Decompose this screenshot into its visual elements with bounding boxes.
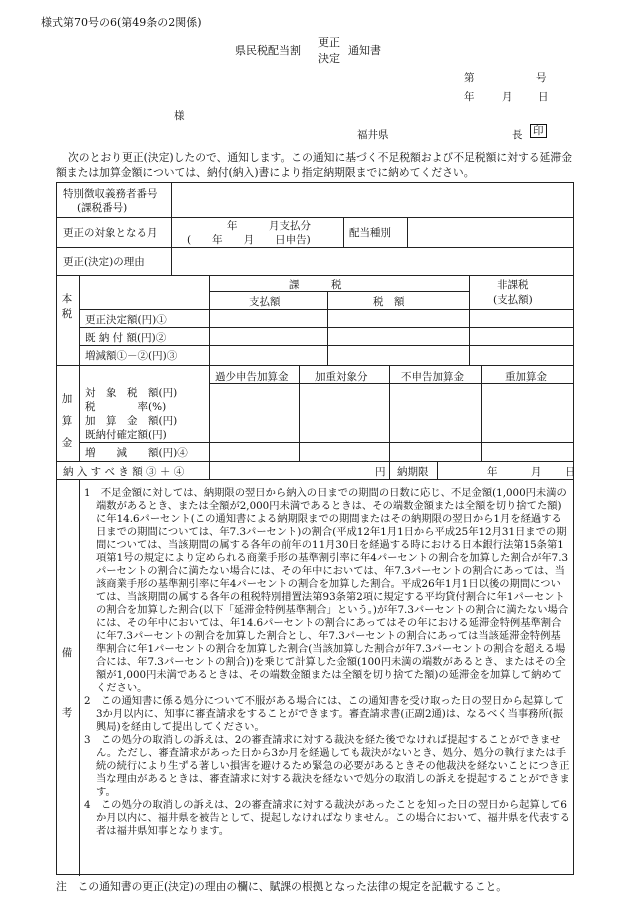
issuer: 福井県 xyxy=(357,129,389,141)
target-month-line2: ( 年 月 日申告) xyxy=(187,234,311,246)
heavy-header: 加重対象分 xyxy=(315,371,368,383)
withholding-id-value[interactable] xyxy=(172,183,574,217)
allocation-type-label: 配当種別 xyxy=(349,227,391,239)
title-right: 通知書 xyxy=(348,44,381,57)
withholding-id-label-2: (課税番号) xyxy=(77,202,128,214)
title-mid-top: 更正 xyxy=(318,36,340,49)
remark-3: 3 この処分の取消しの訴えは、2の審査請求に対する裁決を経た後でなければ提起することができません。ただし、審査請求があった日から3か月を経過しても裁決がないとき、処分、処分の執行または手続の続行により生ずる著しい損害を避けるため緊急の必要があるときその他裁決を経ないことにつき正当な理由があるときは、審査請求に対する裁決を経ないで処分の取消しの訴えを提起することができます。 xyxy=(84,734,570,798)
number-prefix: 第 xyxy=(464,72,475,84)
revised-amount-label: 更正決定額(円)① xyxy=(85,314,167,326)
intro-text: 次のとおり更正(決定)したので、通知します。この通知に基づく不足税額および不足税額に対する延滞金額または加算金額については、納付(納入)書により指定納期限までに納めてください。 xyxy=(56,151,572,179)
nonfiling-header: 不申告加算金 xyxy=(401,371,464,383)
deadline-day: 日 xyxy=(565,466,576,478)
deadline-month: 月 xyxy=(531,466,542,478)
non-taxable-label-2: (支払額) xyxy=(493,294,533,306)
seal xyxy=(530,124,547,138)
addressee-suffix: 様 xyxy=(174,110,185,122)
date-year: 年 xyxy=(464,91,475,103)
deadline-label: 納期限 xyxy=(397,466,429,478)
remark-2: 2 この通知書に係る処分について不服がある場合には、この通知書を受け取った日の翌日から起算して3か月以内に、知事に審査請求をすることができます。審査請求書(正副2通)は、なるべく当事務所(振興局)を経由して提出してください。 xyxy=(84,695,564,733)
total-label: 納 入 す べ き 額 ③ ＋ ④ xyxy=(63,466,185,478)
principal-tax-label: 本 税 xyxy=(61,293,83,320)
total-yen: 円 xyxy=(375,466,386,478)
target-tax-label: 対 象 税 額(円) xyxy=(85,387,178,399)
withholding-id-label-1: 特別徴収義務者番号 xyxy=(63,188,158,200)
footnote: 注 この通知書の更正(決定)の理由の欄に、賦課の根拠となった法律の規定を記載すること。 xyxy=(56,880,508,893)
heavy-additional-header: 重加算金 xyxy=(505,371,547,383)
paid-amount-label: 既 納 付 額(円)② xyxy=(85,332,167,344)
payment-amount-label: 支払額 xyxy=(249,296,281,308)
increase-decrease-label: 増 減 額(円)④ xyxy=(85,447,188,459)
additional-tax-label: 加算金 xyxy=(61,393,73,449)
paid-confirmed-label: 既納付確定額(円) xyxy=(85,429,167,441)
number-suffix: 号 xyxy=(536,72,547,84)
deadline-year: 年 xyxy=(487,466,498,478)
issuer-title: 長 xyxy=(512,129,523,141)
form-number: 様式第70号の6(第49条の2関係) xyxy=(41,16,202,29)
date-month: 月 xyxy=(502,91,513,103)
title-left: 県民税配当割 xyxy=(235,44,301,57)
target-month-line1: 年 月支払分 xyxy=(227,220,311,232)
taxable-label: 課 税 xyxy=(289,279,342,291)
understatement-header: 過少申告加算金 xyxy=(215,371,289,383)
target-month-label: 更正の対象となる月 xyxy=(63,227,158,239)
seal-text: 印 xyxy=(530,124,547,138)
remarks-list xyxy=(84,487,570,838)
title-mid-bottom: 決定 xyxy=(318,52,340,65)
remarks-label: 備 考 xyxy=(61,647,83,719)
date-day: 日 xyxy=(538,91,549,103)
reason-label: 更正(決定)の理由 xyxy=(63,256,145,268)
reason-value[interactable] xyxy=(172,248,574,275)
rate-label: 税 率(%) xyxy=(85,401,167,413)
non-taxable-label-1: 非課税 xyxy=(497,279,529,291)
remark-4: 4 この処分の取消しの訴えは、2の審査請求に対する裁決があったことを知った日の翌日から起算して6か月以内に、福井県を被告として、提起しなければなりません。この場合において、福井県を代表する者は福井県知事となります。 xyxy=(84,799,570,837)
difference-label: 増減額①－②(円)③ xyxy=(85,350,178,362)
remark-1: 1 不足金額に対しては、納期限の翌日から納入の日までの期間の日数に応じ、不足金額(1,000円未満の端数があるとき、または全額が2,000円未満であるときは、その端数金額または全額を切り捨てた額)に年14.6パーセント(この通知書による納期限までの期間またはその納期限の翌日から1月を経過する日までの期間については、年7.3パーセント)の割合(平成12年1月1日から平成25年12月31日までの期間については、当該期間の属する各年の前年の11月30日を経過する時における日本銀行法第15条第1項第1号の規定により定められる商業手形の基準割引率に年4パーセントの割合を加算した割合が年7.3パーセントの割合に満たない場合には、その年中においては、年7.3パーセントの割合にあっては、当該商業手形の基準割引率に年4パーセントの割合を加算した割合。平成26年1月1日以後の期間については、当該期間の属する各年の租税特別措置法第93条第2項に規定する平均貸付割合に年1パーセントの割合を加算した割合(以下「延滞金特例基準割合」という。)が年7.3パーセントの割合に満たない場合には、その年中においては、年14.6パーセントの割合にあってはその年における延滞金特例基準割合に年7.3パーセントの割合を加算した割合とし、年7.3パーセントの割合にあっては当該延滞金特例基準割合に年1パーセントの割合を加算した割合(当該加算した割合が年7.3パーセントの割合を超える場合には、年7.3パーセントの割合))を乗じて計算した金額(100円未満の端数があるとき、またはその全額が1,000円未満であるときは、その端数金額または全額を切り捨てた額)の延滞金を加算して納めてください。 xyxy=(84,487,569,694)
tax-amount-label: 税 額 xyxy=(373,296,405,308)
additional-amount-label: 加 算 金 額(円) xyxy=(85,415,178,427)
